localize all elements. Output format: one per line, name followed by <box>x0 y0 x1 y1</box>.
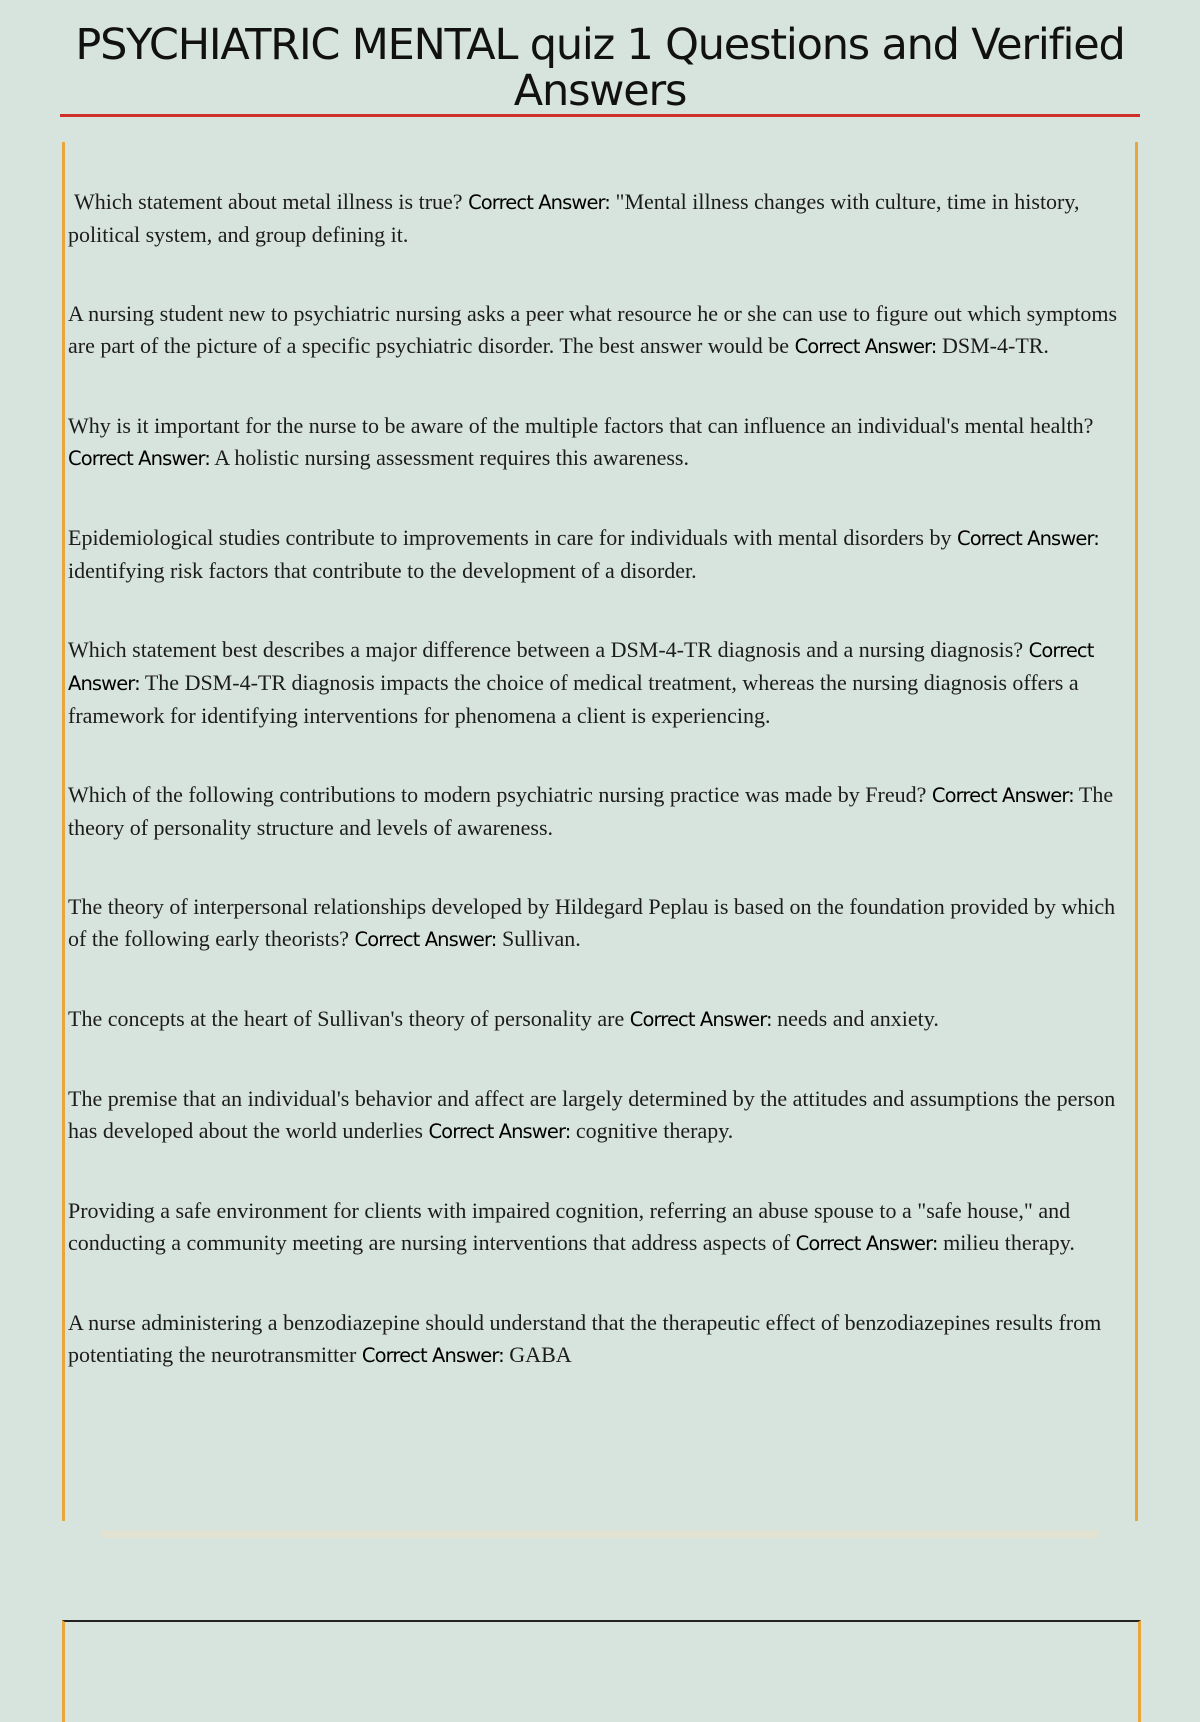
correct-answer-label: Correct Answer: <box>956 527 1099 550</box>
qa-item <box>68 1083 1130 1148</box>
answer-text: "Mental illness changes with culture, time in history, political system, and group defining it. <box>68 189 1080 247</box>
answer-text: GABA <box>509 1342 572 1367</box>
answer-text: DSM-4-TR. <box>941 333 1049 358</box>
answer-text: The DSM-4-TR diagnosis impacts the choice of medical treatment, whereas the nursing diagnosis offers a framework for identifying interventions for phenomena a client is experiencing. <box>68 670 1079 728</box>
correct-answer-label: Correct Answer: <box>468 191 610 214</box>
correct-answer-label: Correct Answer: <box>354 928 497 951</box>
question-text: Why is it important for the nurse to be aware of the multiple factors that can influence an individual's mental health? <box>68 413 1094 438</box>
correct-answer-label: Correct Answer: <box>629 1008 772 1031</box>
qa-item <box>68 298 1130 363</box>
qa-item <box>68 779 1130 844</box>
correct-answer-label: Correct Answer: <box>794 335 937 358</box>
correct-answer-label: Correct Answer: <box>361 1344 504 1367</box>
qa-item <box>68 410 1130 475</box>
qa-list <box>68 186 1130 1419</box>
qa-item <box>68 1003 1130 1036</box>
qa-item <box>68 522 1130 587</box>
qa-item <box>68 1307 1130 1372</box>
question-text: Which statement about metal illness is true? <box>74 189 463 214</box>
qa-item <box>68 1195 1130 1260</box>
frame-left-border <box>62 142 65 1521</box>
answer-text: identifying risk factors that contribute to the development of a disorder. <box>68 558 697 583</box>
question-text: A nurse administering a benzodiazepine should understand that the therapeutic effect of benzodiazepines results from potentiating the neurotransmitter <box>68 1310 1102 1367</box>
correct-answer-label: Correct Answer: <box>931 784 1074 807</box>
question-text: The theory of interpersonal relationships developed by Hildegard Peplau is based on the foundation provided by which of the following early theorists? <box>68 894 1116 951</box>
answer-text: needs and anxiety. <box>777 1006 939 1031</box>
question-text: The premise that an individual's behavior and affect are largely determined by the attitudes and assumptions the person has developed about the world underlies <box>68 1086 1116 1143</box>
qa-item <box>68 186 1130 251</box>
frame-right-border <box>1135 142 1138 1521</box>
qa-item <box>68 891 1130 956</box>
correct-answer-label: Correct Answer: <box>68 447 210 470</box>
correct-answer-label: Correct Answer: <box>795 1232 938 1255</box>
frame-bottom-shadow <box>100 1530 1100 1538</box>
correct-answer-label: Correct Answer: <box>68 639 1094 695</box>
question-text: Which of the following contributions to modern psychiatric nursing practice was made by Freud? <box>68 782 927 807</box>
answer-text: milieu therapy. <box>943 1230 1075 1255</box>
correct-answer-label: Correct Answer: <box>428 1120 571 1143</box>
answer-text: The theory of personality structure and levels of awareness. <box>68 782 1114 840</box>
page-title <box>60 22 1140 119</box>
answer-text: cognitive therapy. <box>575 1118 734 1143</box>
qa-item <box>68 634 1130 732</box>
question-text: The concepts at the heart of Sullivan's theory of personality are <box>68 1006 625 1031</box>
question-text: A nursing student new to psychiatric nursing asks a peer what resource he or she can use to figure out which symptoms are part of the picture of a specific psychiatric disorder. The best answer would be <box>68 301 1118 358</box>
question-text: Providing a safe environment for clients with impaired cognition, referring an abuse spouse to a "safe house," and conducting a community meeting are nursing interventions that address aspects of <box>68 1198 1071 1255</box>
answer-text: A holistic nursing assessment requires this awareness. <box>214 445 689 470</box>
question-text: Epidemiological studies contribute to improvements in care for individuals with mental disorders by <box>68 525 952 550</box>
page-title-text: PSYCHIATRIC MENTAL quiz 1 Questions and Verified Answers <box>60 22 1140 117</box>
next-page-frame <box>62 1620 1141 1722</box>
answer-text: Sullivan. <box>501 926 581 951</box>
question-text: Which statement best describes a major difference between a DSM-4-TR diagnosis and a nursing diagnosis? <box>68 637 1024 662</box>
